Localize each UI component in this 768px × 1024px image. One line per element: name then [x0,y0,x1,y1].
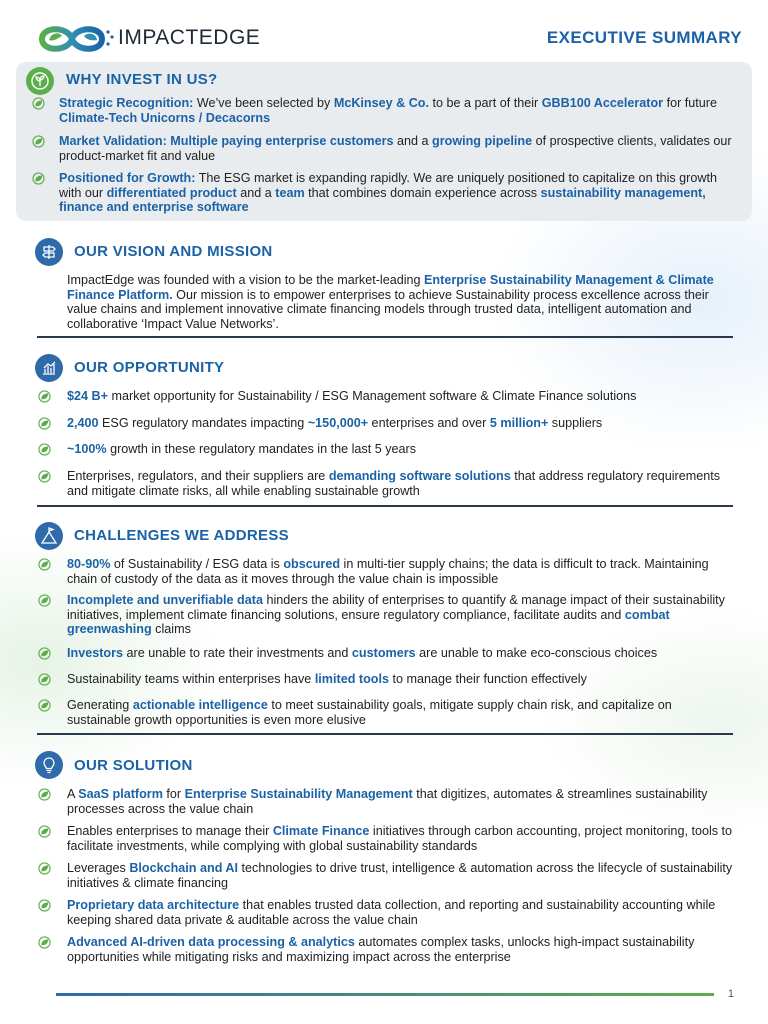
body-text: ImpactEdge was founded with a vision to be the market-leading [67,273,425,287]
body-text: Sustainability teams within enterprises have [67,672,315,686]
body-text: ESG regulatory mandates impacting [98,416,308,430]
leaf-bullet-icon [38,936,51,949]
list-item [67,416,737,431]
page-number: 1 [727,988,734,1000]
leaf-bullet-icon [38,825,51,838]
highlight-text: McKinsey & Co. [333,96,430,110]
body-text: are unable to make eco-conscious choices [415,646,658,660]
challenges-title: CHALLENGES WE ADDRESS [74,527,289,544]
highlight-text: sustainability management, finance and enterprise software [59,185,706,214]
list-item [67,442,737,457]
leaf-bullet-icon [38,673,51,686]
body-text: of Sustainability / ESG data is [110,557,284,571]
highlight-text: actionable intelligence [132,698,268,712]
mountain-climber-icon [35,522,63,550]
body-text: that enables trusted data collection, and reporting and sustainability accounting while keeping shared data private & auditable across the value chain [67,898,716,927]
highlight-text: $24 B+ [67,389,108,403]
highlight-text: Market Validation: Multiple paying enterprise customers [59,134,394,148]
body-text: hinders the ability of enterprises to quantify & manage impact of their sustainability initiatives, implement climate financing solutions, ensure regulatory compliance, facilitate audits and [67,593,725,622]
body-text: in multi-tier supply chains; the data is difficult to track. Maintaining chain of custody of the data as it moves through the value chain is impossible [67,557,709,586]
leaf-bullet-icon [38,443,51,456]
highlight-text: 5 million+ [489,416,549,430]
body-text: Our mission is to empower enterprises to achieve Sustainability process excellence across their value chains and implement innovative climate financing models through trusted data, intelligent automation and collaborative ‘Impact Value Networks’. [67,287,709,331]
list-item [67,935,737,964]
highlight-text: Investors [67,646,123,660]
highlight-text: Incomplete and unverifiable data [67,593,263,607]
body-text: for future [663,96,717,110]
highlight-text: Positioned for Growth: [59,171,196,185]
leaf-bullet-icon [38,417,51,430]
brand-name: IMPACTEDGE [118,26,261,49]
list-item [67,672,737,687]
highlight-text: demanding software solutions [328,469,511,483]
list-item [67,861,737,890]
highlight-text: ~150,000+ [307,416,369,430]
solution-title: OUR SOLUTION [74,757,193,774]
leaf-bullet-icon [32,135,45,148]
section-divider [37,336,733,338]
highlight-text: customers [351,646,416,660]
signpost-icon [35,238,63,266]
list-item [67,787,737,816]
body-text: to manage their function effectively [388,672,587,686]
body-text: are unable to rate their investments and [123,646,352,660]
why-invest-panel [16,62,752,221]
body-text: to be a part of their [429,96,542,110]
list-item [59,96,739,125]
body-text: that combines domain experience across [304,185,541,200]
body-text: that digitizes, automates & streamlines sustainability processes across the value chain [67,787,708,816]
body-text: and a [393,134,433,148]
leaf-bullet-icon [38,558,51,571]
list-item [67,698,737,727]
body-text: and a [236,185,276,200]
infinity-leaf-icon [22,20,122,58]
highlight-text: limited tools [314,672,389,686]
leaf-bullet-icon [38,699,51,712]
highlight-text: team [275,185,305,200]
page-title: EXECUTIVE SUMMARY [546,28,742,47]
list-item [67,469,737,498]
body-text: automates complex tasks, unlocks high-impact sustainability opportunities while mitigating risks and maximizing impact across the enterprise [67,935,695,964]
section-divider [37,733,733,735]
footer-divider [56,993,714,996]
body-text: Enterprises, regulators, and their suppliers are [67,469,329,483]
body-text: Enables enterprises to manage their [67,824,273,838]
leaf-bullet-icon [38,788,51,801]
why-invest-title: WHY INVEST IN US? [66,71,218,88]
page-header [22,20,742,58]
leaf-bullet-icon [38,647,51,660]
highlight-text: growing pipeline [432,134,533,148]
bar-chart-icon [35,354,63,382]
leaf-bullet-icon [38,594,51,607]
leaf-bullet-icon [38,899,51,912]
list-item [67,646,737,661]
highlight-text: Climate Finance [272,824,370,838]
highlight-text: Strategic Recognition: [59,96,194,110]
highlight-text: differentiated product [106,185,237,200]
list-item [67,557,737,586]
highlight-text: SaaS platform [78,787,163,801]
vision-paragraph [67,273,735,331]
body-text: that address regulatory requirements and mitigate climate risks, all while enabling sustainable growth [67,469,721,498]
body-text: Generating [67,698,133,712]
highlight-text: 2,400 [67,416,99,430]
body-text: initiatives through carbon accounting, project monitoring, tools to facilitate investments, while complying with global sustainability standards [67,824,733,853]
list-item [67,824,737,853]
body-text: growth in these regulatory mandates in the last 5 years [106,442,416,456]
body-text: of prospective clients, validates our product-market fit and value [59,134,732,163]
body-text: The ESG market is expanding rapidly. We are uniquely positioned to capitalize on this growth with our [59,171,717,200]
highlight-text: 80-90% [67,557,111,571]
highlight-text: Proprietary data architecture [67,898,240,912]
opportunity-title: OUR OPPORTUNITY [74,359,225,376]
highlight-text: combat greenwashing [67,607,670,636]
highlight-text: GBB100 Accelerator [541,96,664,110]
lightbulb-icon [35,751,63,779]
highlight-text: Blockchain and AI [129,861,239,875]
list-item [59,171,739,215]
highlight-text: ~100% [67,442,107,456]
leaf-bullet-icon [38,862,51,875]
body-text: technologies to drive trust, intelligence & automation across the lifecycle of sustainability initiatives & climate financing [67,861,733,890]
growth-plant-icon [26,67,54,95]
vision-title: OUR VISION AND MISSION [74,243,273,260]
body-text: Leverages [67,861,130,875]
section-divider [37,505,733,507]
highlight-text: Enterprise Sustainability Management [184,787,413,801]
list-item [67,898,737,927]
leaf-bullet-icon [38,390,51,403]
list-item [67,389,737,404]
body-text: We’ve been selected by [193,96,334,110]
list-item [67,593,737,637]
highlight-text: Enterprise Sustainability Management & Climate Finance Platform. [67,273,714,302]
body-text: for [162,787,185,801]
body-text: to meet sustainability goals, mitigate supply chain risk, and capitalize on sustainable growth opportunities is even more elusive [67,698,672,727]
highlight-text: Advanced AI-driven data processing & analytics [67,935,355,949]
list-item [59,134,739,163]
body-text: market opportunity for Sustainability / ESG Management software & Climate Finance solutions [107,389,637,403]
body-text: enterprises and over [368,416,490,430]
leaf-bullet-icon [32,172,45,185]
highlight-text: Climate-Tech Unicorns / Decacorns [59,110,271,125]
body-text: claims [151,622,191,636]
leaf-bullet-icon [32,97,45,110]
highlight-text: obscured [283,557,341,571]
body-text: A [67,787,79,801]
leaf-bullet-icon [38,470,51,483]
body-text: suppliers [548,416,603,430]
